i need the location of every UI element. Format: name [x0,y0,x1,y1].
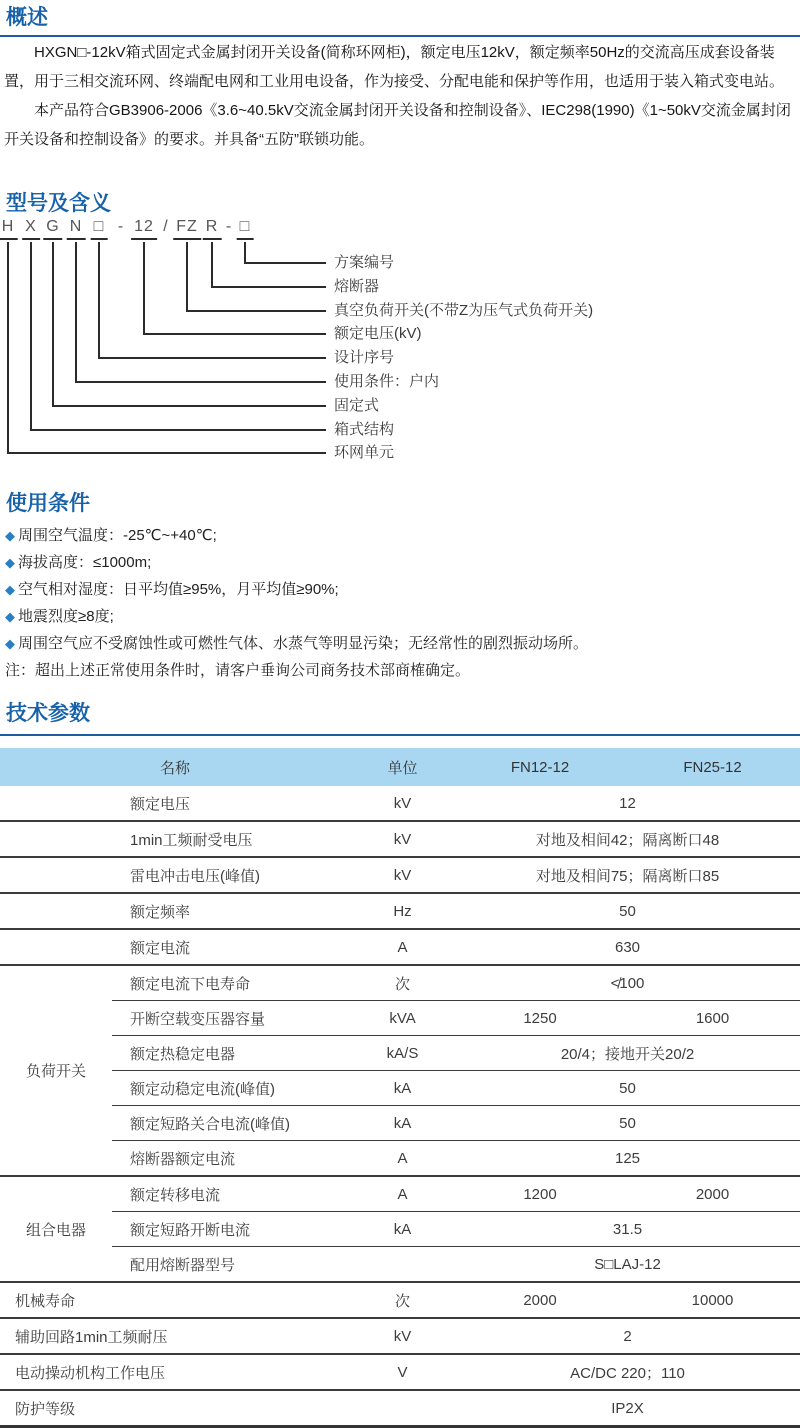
model-code-label: 使用条件：户内 [334,373,440,390]
diamond-bullet-icon: ◆ [5,582,15,597]
param-unit: Hz [350,893,455,929]
diagram-connector-hline [52,405,326,407]
diagram-connector-hline [30,429,326,431]
group-label: 组合电器 [0,1176,112,1282]
param-unit: A [350,1176,455,1212]
model-code-part: G [43,217,62,240]
param-name: 额定电流下电寿命 [112,965,350,1001]
param-value: 31.5 [455,1212,800,1247]
param-value: AC/DC 220；110 [455,1354,800,1390]
param-name: 额定频率 [0,893,350,929]
param-value: 对地及相间42；隔离断口48 [455,821,800,857]
condition-text: 地震烈度≥8度; [18,608,114,625]
param-name: 额定热稳定电器 [112,1036,350,1071]
param-name: 1min工频耐受电压 [0,821,350,857]
diagram-connector-vline [52,242,54,407]
param-unit: A [350,1141,455,1177]
param-name: 机械寿命 [0,1282,350,1318]
param-unit: kV [350,786,455,821]
param-value: IP2X [455,1390,800,1427]
model-code-part: - [225,218,233,235]
model-code-part: H [0,217,17,240]
param-value: 630 [455,929,800,965]
table-row [0,821,800,857]
diagram-connector-hline [143,333,326,335]
model-code-part: □ [91,217,108,240]
param-value-fn12: 2000 [455,1282,625,1318]
table-row [0,893,800,929]
model-code-label: 设计序号 [334,349,395,366]
diagram-connector-hline [244,262,326,264]
diagram-connector-hline [98,357,326,359]
model-code-part: X [22,217,40,240]
overview-paragraph: 本产品符合GB3906-2006《3.6~40.5kV交流金属封闭开关设备和控制设备》、IEC298(1990)《1~50kV交流金属封闭开关设备和控制设备》的要求。并具备“五防”联锁功能。 [4,102,791,148]
table-row [0,1001,800,1036]
model-code-part: 12 [131,217,157,240]
param-name: 额定短路关合电流(峰值) [112,1106,350,1141]
model-code-label: 固定式 [334,397,380,414]
diagram-connector-vline [143,242,145,335]
param-value-fn12: 1250 [455,1001,625,1036]
param-value: 125 [455,1141,800,1177]
diagram-connector-hline [75,381,326,383]
model-code-label: 环网单元 [334,444,395,461]
overview-paragraphs [0,38,800,154]
condition-text: 周围空气应不受腐蚀性或可燃性气体、水蒸气等明显污染；无经常性的剧烈振动场所。 [18,635,589,652]
model-code-label: 熔断器 [334,278,380,295]
table-row [0,1036,800,1071]
diagram-connector-vline [30,242,32,431]
param-name: 辅助回路1min工频耐压 [0,1318,350,1354]
usage-conditions-heading: 使用条件 [6,492,90,515]
model-code-part: N [67,217,86,240]
param-unit: kA/S [350,1036,455,1071]
column-header: FN25-12 [625,748,800,786]
param-name: 额定电压 [0,786,350,821]
table-row [0,1071,800,1106]
model-code-diagram [0,216,800,488]
diagram-connector-vline [75,242,77,383]
condition-text: 周围空气温度：-25℃~+40℃; [18,527,217,544]
model-code-label: 额定电压(kV) [334,325,422,342]
model-code-part: - [117,218,125,235]
param-value-fn12: 1200 [455,1176,625,1212]
overview-paragraph: HXGN□-12kV箱式固定式金属封闭开关设备(简称环网柜)，额定电压12kV，额定频率50Hz的交流高压成套设备装置，用于三相交流环网、终端配电网和工业用电设备，作为接受、分配电能和保护等作用，也适用于装入箱式变电站。 [4,44,785,90]
condition-item [5,603,795,630]
condition-text: 海拔高度：≤1000m; [18,554,152,571]
model-code-part: FZ [173,217,201,240]
table-header-row [0,748,800,786]
condition-item [5,549,795,576]
parameters-table-head [0,748,800,786]
model-code-part: R [203,217,222,240]
param-unit: A [350,929,455,965]
param-name: 额定电流 [0,929,350,965]
model-code-label: 真空负荷开关(不带Z为压气式负荷开关) [334,302,594,319]
param-unit: kA [350,1071,455,1106]
diamond-bullet-icon: ◆ [5,636,15,651]
param-unit: kA [350,1212,455,1247]
conditions-note: 注：超出上述正常使用条件时，请客户垂询公司商务技术部商榷确定。 [5,662,471,679]
param-unit [350,1390,455,1427]
parameters-table-body [0,786,800,1427]
param-name: 额定转移电流 [112,1176,350,1212]
table-row [0,1247,800,1283]
technical-parameters-heading: 技术参数 [0,700,800,736]
conditions-list [5,522,795,684]
param-value: 12 [455,786,800,821]
param-value: ≮100 [455,965,800,1001]
diagram-connector-vline [7,242,9,454]
table-row [0,965,800,1001]
column-header: FN12-12 [455,748,625,786]
param-value: 2 [455,1318,800,1354]
diagram-connector-hline [186,310,326,312]
param-unit: kV [350,1318,455,1354]
condition-item [5,522,795,549]
group-label: 负荷开关 [0,965,112,1176]
param-unit: kVA [350,1001,455,1036]
table-row [0,1106,800,1141]
param-value: 50 [455,1106,800,1141]
table-row [0,1390,800,1427]
table-row [0,1282,800,1318]
param-unit: 次 [350,1282,455,1318]
param-name: 防护等级 [0,1390,350,1427]
diamond-bullet-icon: ◆ [5,555,15,570]
overview-heading: 概述 [0,4,800,37]
column-header: 名称 [0,748,350,786]
param-unit: 次 [350,965,455,1001]
table-row [0,929,800,965]
table-row [0,857,800,893]
param-name: 雷电冲击电压(峰值) [0,857,350,893]
model-code-label: 箱式结构 [334,421,395,438]
table-row [0,1212,800,1247]
param-unit: V [350,1354,455,1390]
param-value: 对地及相间75；隔离断口85 [455,857,800,893]
param-value-fn25: 1600 [625,1001,800,1036]
table-row [0,1176,800,1212]
param-unit: kV [350,857,455,893]
diagram-connector-vline [244,242,246,264]
table-row [0,786,800,821]
param-unit: kA [350,1106,455,1141]
param-value-fn25: 2000 [625,1176,800,1212]
param-name: 开断空载变压器容量 [112,1001,350,1036]
table-row [0,1318,800,1354]
param-name: 配用熔断器型号 [112,1247,350,1283]
model-meaning-heading: 型号及含义 [6,192,111,215]
table-row [0,1141,800,1177]
model-code-part: □ [237,217,254,240]
model-code-label: 方案编号 [334,254,395,271]
diamond-bullet-icon: ◆ [5,609,15,624]
model-code-part: / [163,218,169,235]
parameters-table [0,748,800,1428]
param-unit [350,1247,455,1283]
condition-item [5,576,795,603]
param-name: 额定短路开断电流 [112,1212,350,1247]
param-value: 50 [455,1071,800,1106]
param-value: S□LAJ-12 [455,1247,800,1283]
diagram-connector-vline [98,242,100,359]
diagram-connector-vline [186,242,188,312]
diagram-connector-vline [211,242,213,288]
param-value-fn25: 10000 [625,1282,800,1318]
diamond-bullet-icon: ◆ [5,528,15,543]
param-value: 20/4；接地开关20/2 [455,1036,800,1071]
param-name: 熔断器额定电流 [112,1141,350,1177]
table-row [0,1354,800,1390]
column-header: 单位 [350,748,455,786]
diagram-connector-hline [7,452,326,454]
condition-text: 空气相对湿度：日平均值≥95%，月平均值≥90%; [18,581,339,598]
condition-item [5,630,795,657]
param-name: 电动操动机构工作电压 [0,1354,350,1390]
param-value: 50 [455,893,800,929]
param-unit: kV [350,821,455,857]
param-name: 额定动稳定电流(峰值) [112,1071,350,1106]
diagram-connector-hline [211,286,326,288]
